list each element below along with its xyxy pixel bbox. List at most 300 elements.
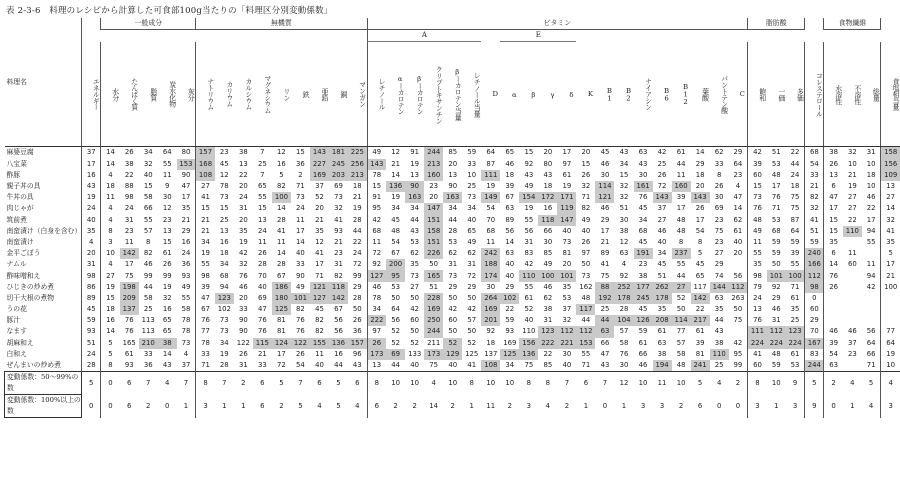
value-cell: 17 (82, 159, 101, 170)
value-cell: 16 (101, 315, 120, 326)
value-cell: 8 (196, 372, 215, 395)
value-cell: 35 (238, 226, 248, 235)
value-cell: 6 (310, 372, 329, 395)
value-cell: 57 (676, 338, 686, 347)
value-cell: 144 (710, 282, 729, 293)
value-cell: 34 (410, 204, 420, 213)
value-cell: 1 (183, 401, 189, 410)
value-cell: 16 (277, 159, 286, 168)
value-cell: 44 (410, 215, 420, 224)
value-cell: 11 (748, 237, 767, 248)
value-cell: 25 (219, 215, 229, 224)
value-cell: 22 (124, 170, 134, 179)
value-cell: 4 (183, 349, 189, 358)
value-cell: 24 (238, 193, 248, 202)
value-cell (824, 293, 843, 304)
value-cell: 11 (277, 237, 286, 246)
value-cell: 65 (257, 182, 267, 191)
value-cell: 40 (257, 282, 267, 291)
value-cell: 42 (467, 305, 477, 314)
value-cell: 26 (257, 249, 267, 258)
value-cell: 30 (638, 170, 648, 179)
value-cell: 49 (467, 237, 477, 246)
value-cell: 47 (600, 349, 610, 358)
value-cell: 123 (786, 326, 805, 337)
value-cell: 55 (581, 349, 591, 358)
value-cell: 227 (310, 159, 329, 170)
value-cell: 71 (790, 282, 800, 291)
value-cell: 29 (695, 159, 705, 168)
value-cell: 32 (562, 316, 572, 325)
value-cell: 23 (162, 215, 172, 224)
value-cell: 26 (162, 260, 172, 269)
column-header: 脂質 (139, 42, 158, 147)
value-cell: 147 (424, 203, 443, 214)
value-cell: 200 (386, 259, 405, 270)
value-cell: 45 (315, 305, 324, 314)
value-cell: 20 (562, 260, 572, 269)
value-cell: 55 (790, 260, 800, 269)
value-cell: 51 (619, 204, 629, 213)
value-cell: 43 (162, 361, 172, 370)
value-cell: 98 (748, 270, 767, 281)
value-cell: 76 (124, 327, 134, 336)
value-cell: 241 (691, 360, 710, 372)
column-header: B6 (653, 42, 672, 147)
value-cell: 10 (500, 372, 519, 395)
column-header: B1 (595, 42, 614, 147)
value-cell: 111 (481, 170, 500, 181)
value-cell: 31 (238, 361, 248, 370)
value-cell: 91 (410, 148, 420, 157)
value-cell: 82 (315, 327, 324, 336)
column-header: 一価 (767, 42, 786, 147)
value-cell: 71 (196, 360, 215, 372)
value-cell: 24 (790, 170, 800, 179)
value-cell: 21 (391, 159, 400, 168)
value-cell: 24 (124, 204, 134, 213)
value-cell: 19 (101, 282, 120, 293)
value-cell: 244 (805, 360, 824, 372)
value-cell: 15 (619, 170, 629, 179)
value-cell: 210 (139, 338, 158, 349)
value-cell: 4 (101, 203, 120, 214)
value-cell: 4 (621, 260, 627, 269)
value-cell: 32 (334, 204, 343, 213)
table-row (5, 293, 900, 304)
table-row (5, 192, 900, 203)
value-cell: 41 (805, 215, 824, 226)
value-cell: 34 (196, 237, 215, 248)
value-cell: 76 (257, 316, 267, 325)
value-cell: 75 (429, 361, 439, 370)
column-header: エネルギー (82, 42, 101, 147)
value-cell: 5 (101, 349, 120, 360)
value-cell: 73 (219, 316, 229, 325)
value-cell: 54 (805, 159, 824, 170)
value-cell: 74 (714, 271, 724, 280)
value-cell: 10 (405, 372, 424, 395)
column-header: パントテン酸 (710, 42, 729, 147)
value-cell: 4 (881, 372, 900, 395)
value-cell: 20 (238, 215, 248, 224)
value-cell: 19 (162, 282, 172, 291)
value-cell: 90 (238, 316, 248, 325)
value-cell: 12 (614, 372, 633, 395)
value-cell: 4 (82, 237, 101, 248)
value-cell: 49 (181, 282, 191, 291)
column-header: 水分 (101, 42, 120, 147)
value-cell: 7 (595, 372, 614, 395)
value-cell: 2 (729, 372, 748, 395)
value-cell: 30 (486, 282, 496, 291)
row-header: 料理名 (5, 18, 82, 147)
value-cell: 0 (805, 293, 824, 304)
value-cell: 4 (545, 401, 551, 410)
value-cell: 59 (771, 361, 781, 370)
value-cell: 24 (352, 249, 362, 258)
value-cell: 174 (481, 270, 500, 281)
value-cell: 244 (424, 147, 443, 159)
value-cell: 191 (634, 248, 653, 259)
value-cell: 1 (774, 401, 779, 410)
value-cell: 0 (165, 401, 170, 410)
value-cell: 82 (143, 249, 153, 258)
value-cell: 41 (748, 349, 767, 360)
value-cell: 125 (500, 349, 519, 360)
value-cell: 90 (296, 271, 305, 280)
value-cell: 89 (600, 249, 610, 258)
value-cell: 12 (277, 148, 286, 157)
value-cell: 11 (676, 170, 686, 179)
value-cell: 52 (524, 305, 534, 314)
value-cell: 38 (657, 349, 667, 358)
value-cell: 75 (714, 226, 724, 235)
value-cell: 169 (481, 304, 500, 315)
value-cell: 100 (538, 270, 557, 281)
value-cell: 48 (771, 170, 781, 179)
value-cell: 49 (543, 260, 553, 269)
group-header (805, 18, 824, 30)
value-cell: 102 (500, 293, 519, 304)
value-cell: 43 (714, 327, 724, 336)
value-cell: 62 (543, 293, 553, 302)
value-cell: 60 (847, 260, 857, 269)
value-cell: 155 (310, 338, 329, 349)
value-cell: 53 (771, 159, 781, 168)
value-cell: 76 (257, 327, 267, 336)
value-cell: 16 (543, 204, 553, 213)
value-cell: 17 (695, 215, 705, 224)
table-row (5, 170, 900, 181)
dish-name: 金平ごぼう (6, 249, 41, 258)
value-cell: 39 (790, 249, 800, 258)
value-cell: 99 (733, 361, 743, 370)
value-cell: 65 (162, 316, 172, 325)
column-header: βーカロテン (405, 42, 424, 147)
value-cell: 43 (524, 170, 534, 179)
value-cell: 19 (486, 182, 496, 191)
value-cell: 22 (543, 349, 553, 358)
value-cell: 32 (162, 293, 172, 302)
value-cell: 50 (676, 305, 686, 314)
column-header: 食塩相当量 (881, 42, 900, 147)
value-cell: 35 (824, 237, 843, 248)
value-cell: 2 (678, 401, 684, 410)
value-cell: 92 (486, 327, 496, 336)
value-cell: 50 (733, 305, 743, 314)
value-cell: 72 (277, 361, 286, 370)
value-cell: 37 (82, 147, 101, 159)
value-cell: 99 (143, 271, 153, 280)
dish-name: 酢豚 (6, 170, 21, 179)
value-cell: 13 (238, 159, 248, 168)
value-cell: 48 (771, 349, 781, 358)
value-cell: 21 (334, 237, 343, 246)
column-header: 総量 (862, 42, 881, 147)
table-row (5, 181, 900, 192)
value-cell: 166 (805, 259, 824, 270)
value-cell: 30 (714, 193, 724, 202)
value-cell: 45 (82, 304, 101, 315)
value-cell: 55 (524, 215, 534, 224)
value-cell: 40 (562, 226, 572, 235)
value-cell: 20 (733, 249, 743, 258)
value-cell: 240 (805, 248, 824, 259)
value-cell: 62 (410, 249, 420, 258)
column-header: カリウム (215, 42, 234, 147)
value-cell: 27 (657, 215, 667, 224)
value-cell: 53 (448, 237, 458, 246)
value-cell: 12 (219, 170, 229, 179)
column-header: B2 (614, 42, 633, 147)
subgroup-header: E (500, 30, 576, 42)
value-cell: 147 (557, 215, 576, 226)
value-cell: 22 (866, 204, 876, 213)
value-cell: 6 (697, 401, 703, 410)
value-cell: 26 (124, 148, 134, 157)
value-cell: 21 (315, 215, 324, 224)
value-cell: 118 (329, 282, 348, 293)
value-cell: 44 (143, 282, 153, 291)
value-cell: 75 (600, 271, 610, 280)
value-cell: 19 (410, 159, 420, 168)
value-cell: 6 (824, 181, 843, 192)
value-cell: 28 (277, 215, 286, 224)
value-cell: 34 (367, 304, 386, 315)
value-cell: 34 (467, 204, 477, 213)
value-cell: 4 (101, 170, 120, 181)
value-cell: 153 (177, 159, 196, 170)
value-cell: 47 (824, 192, 843, 203)
value-cell: 65 (505, 148, 515, 157)
value-cell: 237 (672, 248, 691, 259)
value-cell (881, 293, 900, 304)
value-cell: 31 (448, 260, 458, 269)
value-cell: 45 (638, 204, 648, 213)
value-cell: 66 (543, 226, 553, 235)
value-cell: 83 (805, 349, 824, 360)
value-cell: 65 (162, 327, 172, 336)
value-cell: 50 (448, 293, 458, 302)
value-cell: 10 (101, 248, 120, 259)
value-cell: 24 (296, 204, 305, 213)
value-cell: 23 (334, 249, 343, 258)
value-cell: 78 (367, 170, 386, 181)
value-cell: 78 (367, 293, 386, 304)
value-cell: 25 (257, 159, 267, 168)
value-cell: 33 (805, 170, 824, 181)
table-row (5, 338, 900, 349)
value-cell: 42 (410, 305, 420, 314)
value-cell: 27 (672, 282, 691, 293)
value-cell: 48 (581, 293, 591, 302)
value-cell: 30 (562, 349, 572, 358)
value-cell: 211 (427, 338, 441, 347)
column-header: カルシウム (234, 42, 253, 147)
value-cell: 2 (412, 401, 417, 410)
value-cell: 1 (222, 401, 227, 410)
value-cell (881, 315, 900, 326)
value-cell: 4 (710, 372, 729, 395)
value-cell: 78 (181, 327, 191, 336)
value-cell: 2 (450, 401, 455, 410)
value-cell: 68 (638, 226, 648, 235)
value-cell: 0 (82, 395, 101, 418)
value-cell: 9 (165, 182, 170, 191)
value-cell: 96 (352, 349, 362, 358)
value-cell: 63 (824, 360, 843, 372)
value-cell: 38 (124, 159, 134, 168)
value-cell: 26 (824, 159, 843, 170)
value-cell: 85 (448, 148, 458, 157)
column-header: マンガン (348, 42, 367, 147)
value-cell: 11 (367, 237, 386, 248)
value-cell: 72 (352, 260, 362, 269)
value-cell: 9 (805, 395, 824, 418)
value-cell: 61 (695, 327, 705, 336)
dish-name: 酢味噌和え (6, 271, 41, 280)
value-cell: 52 (676, 293, 686, 302)
value-cell: 72 (467, 271, 477, 280)
value-cell: 44 (676, 159, 686, 168)
value-cell: 62 (733, 215, 743, 224)
value-cell: 156 (519, 338, 538, 349)
value-cell: 44 (352, 226, 362, 235)
value-cell: 78 (219, 182, 229, 191)
value-cell: 123 (538, 326, 557, 337)
value-cell: 94 (866, 226, 876, 235)
value-cell: 34 (391, 204, 400, 213)
value-cell: 157 (348, 338, 367, 349)
column-header: たんぱく質 (120, 42, 139, 147)
value-cell: 45 (219, 159, 229, 168)
value-cell: 29 (805, 315, 824, 326)
value-cell: 113 (141, 327, 155, 336)
value-cell: 173 (424, 349, 443, 360)
value-cell: 40 (733, 237, 743, 246)
value-cell: 12 (619, 237, 629, 246)
value-cell: 157 (196, 147, 215, 159)
value-cell (862, 315, 881, 326)
value-cell: 41 (315, 249, 324, 258)
value-cell: 40 (581, 226, 591, 235)
value-cell: 46 (600, 204, 610, 213)
value-cell: 57 (467, 316, 477, 325)
value-cell: 0 (602, 401, 608, 410)
subgroup-header (576, 30, 900, 42)
value-cell: 27 (101, 270, 120, 281)
value-cell: 89 (82, 293, 101, 304)
dish-name: 親子丼の具 (6, 182, 41, 191)
value-cell: 71 (866, 361, 876, 370)
value-cell: 38 (638, 271, 648, 280)
value-cell: 56 (391, 316, 400, 325)
value-cell: 245 (329, 159, 348, 170)
value-cell: 64 (790, 226, 800, 235)
value-cell: 25 (143, 305, 153, 314)
value-cell: 95 (367, 203, 386, 214)
value-cell: 71 (296, 182, 305, 191)
value-cell: 0 (824, 395, 843, 418)
value-cell: 11 (101, 192, 120, 203)
column-header: 不溶性 (843, 42, 862, 147)
column-header: 灰分 (177, 42, 196, 147)
value-cell: 25 (600, 305, 610, 314)
value-cell: 39 (695, 338, 705, 347)
value-cell: 24 (181, 249, 191, 258)
value-cell: 217 (691, 315, 710, 326)
value-cell: 264 (481, 293, 500, 304)
value-cell: 40 (82, 215, 101, 226)
value-cell: 15 (162, 237, 172, 246)
value-cell: 26 (581, 170, 591, 179)
value-cell: 34 (143, 148, 153, 157)
value-cell: 108 (481, 360, 500, 372)
dish-name: ひじきの炒め煮 (6, 282, 55, 291)
value-cell: 22 (352, 237, 362, 246)
value-cell: 25 (467, 182, 477, 191)
value-cell: 76 (124, 316, 134, 325)
value-cell: 114 (595, 181, 614, 192)
value-cell: 41 (334, 215, 343, 224)
value-cell: 59 (805, 237, 824, 248)
value-cell: 40 (296, 249, 305, 258)
value-cell: 57 (619, 327, 629, 336)
value-cell: 81 (277, 327, 286, 336)
value-cell: 56 (505, 226, 515, 235)
value-cell: 93 (334, 226, 343, 235)
value-cell: 136 (519, 349, 538, 360)
value-cell: 48 (748, 215, 767, 226)
column-header: αーカロテン (386, 42, 405, 147)
value-cell: 224 (786, 338, 805, 349)
value-cell: 21 (196, 226, 215, 237)
value-cell: 57 (143, 226, 153, 235)
value-cell: 73 (581, 271, 591, 280)
value-cell: 45 (600, 148, 610, 157)
dish-name: ナムル (6, 260, 27, 269)
value-cell: 60 (748, 360, 767, 372)
value-cell: 34 (219, 338, 229, 347)
value-cell: 50 (467, 293, 477, 302)
value-cell: 38 (714, 338, 724, 347)
value-cell: 29 (448, 282, 458, 291)
value-cell: 93 (124, 361, 134, 370)
value-cell: 165 (122, 338, 136, 347)
value-cell: 35 (714, 305, 724, 314)
value-cell: 14 (277, 204, 286, 213)
